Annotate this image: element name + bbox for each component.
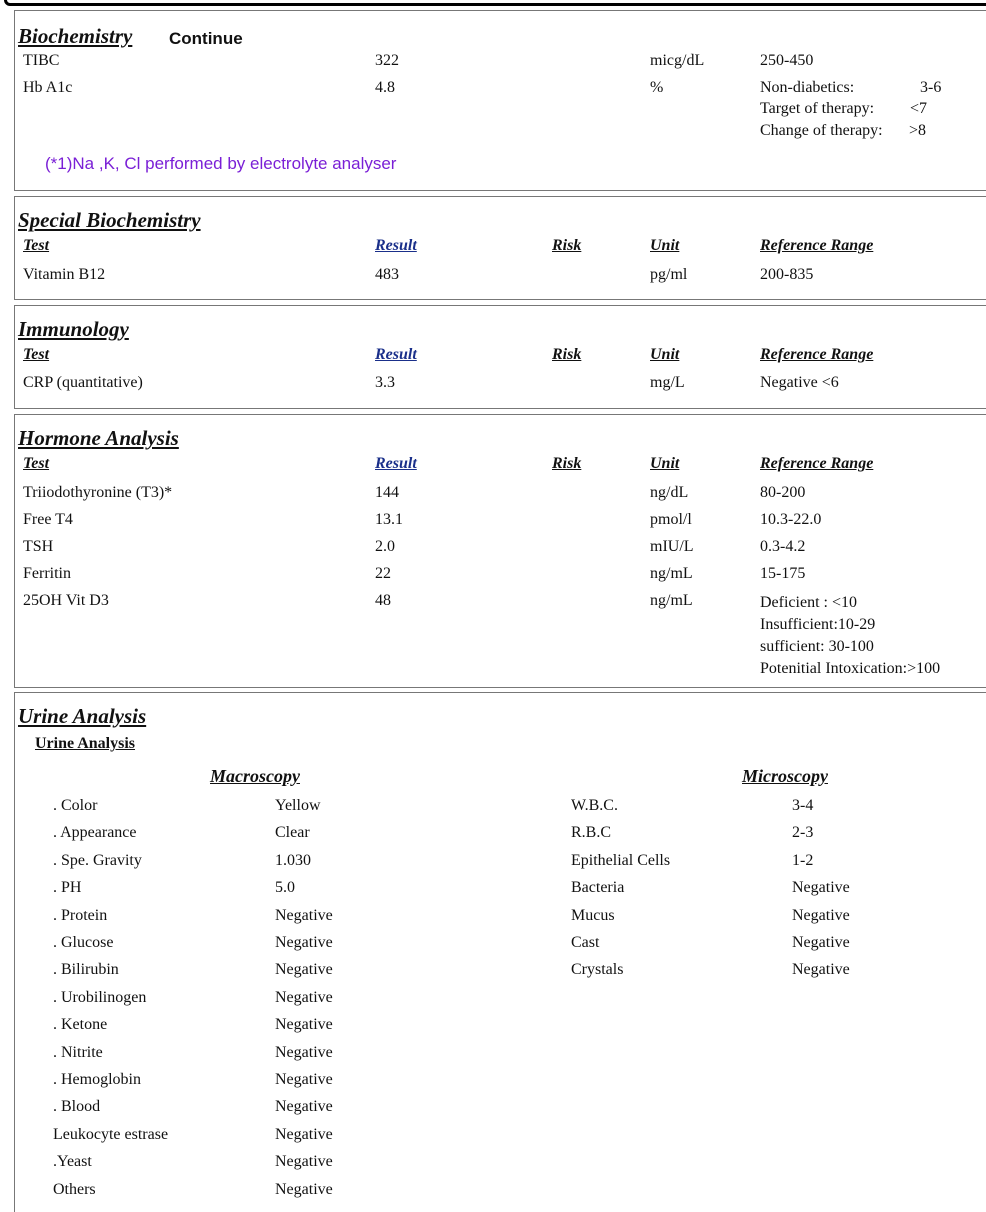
macroscopy-value: Negative xyxy=(275,1153,333,1171)
header-reference: Reference Range xyxy=(760,455,874,472)
immunology-section xyxy=(14,305,986,409)
macroscopy-value: Negative xyxy=(275,988,333,1006)
microscopy-value: Negative xyxy=(792,879,850,897)
test-name: Hb A1c xyxy=(23,79,73,96)
header-risk: Risk xyxy=(552,346,582,363)
test-result: 22 xyxy=(375,565,391,582)
test-unit: % xyxy=(650,79,664,96)
macroscopy-value: Negative xyxy=(275,1071,333,1088)
test-reference: 250-450 xyxy=(760,52,814,69)
macroscopy-value: Yellow xyxy=(275,797,321,814)
test-reference: 15-175 xyxy=(760,565,806,582)
reference-value: 3-6 xyxy=(920,79,942,96)
reference-line: Deficient : <10 xyxy=(760,594,857,611)
reference-label: Non-diabetics: xyxy=(760,79,855,96)
microscopy-label: W.B.C. xyxy=(571,797,618,814)
test-unit: mg/L xyxy=(650,374,685,391)
test-unit: micg/dL xyxy=(650,52,705,69)
test-name: Vitamin B12 xyxy=(23,266,106,283)
microscopy-label: Crystals xyxy=(571,961,624,979)
microscopy-label: Mucus xyxy=(571,906,615,924)
section-title: Hormone Analysis xyxy=(18,426,179,450)
reference-line: Insufficient:10-29 xyxy=(760,616,876,633)
hormone-analysis-section xyxy=(14,414,986,688)
macroscopy-value: Negative xyxy=(275,1043,333,1061)
test-result: 322 xyxy=(375,52,399,69)
section-title-suffix: Continue xyxy=(169,29,243,48)
test-unit: pg/ml xyxy=(650,266,688,283)
test-reference: 200-835 xyxy=(760,266,814,283)
microscopy-value: 1-2 xyxy=(792,851,814,869)
microscopy-value: 2-3 xyxy=(792,824,814,842)
test-result: 4.8 xyxy=(375,79,395,96)
header-risk: Risk xyxy=(552,455,582,472)
reference-line: Potenitial Intoxication:>100 xyxy=(760,660,941,677)
microscopy-value: Negative xyxy=(792,934,850,951)
macroscopy-label: . Glucose xyxy=(53,934,114,951)
urine-subtitle: Urine Analysis xyxy=(35,735,136,752)
microscopy-value: Negative xyxy=(792,906,850,924)
test-name: Triiodothyronine (T3)* xyxy=(23,484,173,501)
header-result: Result xyxy=(375,346,417,363)
header-test: Test xyxy=(23,237,50,254)
test-result: 483 xyxy=(375,266,399,283)
macroscopy-value: Negative xyxy=(275,934,333,951)
macroscopy-label: . Hemoglobin xyxy=(53,1071,141,1088)
macroscopy-value: 1.030 xyxy=(275,851,311,869)
section-title: Urine Analysis xyxy=(18,704,147,728)
macroscopy-label: . Appearance xyxy=(53,824,137,842)
test-name: TIBC xyxy=(23,52,60,69)
special-biochemistry-section xyxy=(14,196,986,300)
urine-analysis-section xyxy=(14,692,986,1212)
microscopy-heading: Microscopy xyxy=(742,766,828,786)
macroscopy-label: Others xyxy=(53,1180,96,1198)
test-unit: ng/mL xyxy=(650,565,693,582)
header-unit: Unit xyxy=(650,237,680,254)
macroscopy-label: .Yeast xyxy=(53,1153,92,1171)
test-result: 2.0 xyxy=(375,538,395,555)
top-border xyxy=(4,0,986,6)
electrolyte-note: (*1)Na ,K, Cl performed by electrolyte analyser xyxy=(45,154,397,173)
test-name: 25OH Vit D3 xyxy=(23,592,109,609)
macroscopy-label: . Bilirubin xyxy=(53,961,119,979)
reference-line: sufficient: 30-100 xyxy=(760,638,874,655)
reference-value: >8 xyxy=(909,122,927,139)
microscopy-label: R.B.C xyxy=(571,824,612,842)
macroscopy-label: . Ketone xyxy=(53,1016,108,1034)
reference-label: Target of therapy: xyxy=(760,100,875,117)
macroscopy-label: . Protein xyxy=(53,906,108,924)
header-reference: Reference Range xyxy=(760,346,874,363)
macroscopy-value: Negative xyxy=(275,961,333,979)
test-reference: Negative <6 xyxy=(760,374,839,391)
microscopy-label: Cast xyxy=(571,934,600,951)
test-unit: pmol/l xyxy=(650,511,692,528)
test-reference: 80-200 xyxy=(760,484,806,501)
macroscopy-label: . PH xyxy=(53,879,82,897)
header-test: Test xyxy=(23,346,50,363)
header-risk: Risk xyxy=(552,237,582,254)
biochemistry-section xyxy=(14,10,986,191)
macroscopy-label: . Urobilinogen xyxy=(53,988,147,1006)
header-reference: Reference Range xyxy=(760,237,874,254)
macroscopy-label: Leukocyte estrase xyxy=(53,1125,169,1143)
test-reference-multiline xyxy=(760,592,940,680)
header-unit: Unit xyxy=(650,346,680,363)
test-unit: mIU/L xyxy=(650,538,694,555)
test-name: CRP (quantitative) xyxy=(23,374,143,391)
test-result: 13.1 xyxy=(375,511,403,528)
macroscopy-label: . Spe. Gravity xyxy=(53,851,142,869)
section-title: Immunology xyxy=(18,317,129,341)
header-test: Test xyxy=(23,455,50,472)
test-name: Free T4 xyxy=(23,511,73,528)
test-reference: 10.3-22.0 xyxy=(760,511,822,528)
macroscopy-value: Negative xyxy=(275,1180,333,1198)
macroscopy-value: 5.0 xyxy=(275,879,295,897)
macroscopy-label: . Blood xyxy=(53,1098,101,1116)
header-result: Result xyxy=(375,455,417,472)
header-result: Result xyxy=(375,237,417,254)
microscopy-label: Epithelial Cells xyxy=(571,851,671,869)
header-unit: Unit xyxy=(650,455,680,472)
test-unit: ng/dL xyxy=(650,484,689,501)
macroscopy-value: Negative xyxy=(275,1098,333,1116)
macroscopy-value: Negative xyxy=(275,906,333,924)
test-result: 3.3 xyxy=(375,374,395,391)
macroscopy-label: . Nitrite xyxy=(53,1043,103,1061)
macroscopy-value: Clear xyxy=(275,824,310,842)
test-result: 144 xyxy=(375,484,399,501)
test-unit: ng/mL xyxy=(650,592,693,609)
test-reference: 0.3-4.2 xyxy=(760,538,806,555)
section-title: Biochemistry xyxy=(18,24,133,48)
microscopy-value: Negative xyxy=(792,961,850,979)
macroscopy-value: Negative xyxy=(275,1125,333,1143)
test-name: Ferritin xyxy=(23,565,71,582)
section-title: Special Biochemistry xyxy=(18,208,201,232)
macroscopy-label: . Color xyxy=(53,797,98,814)
macroscopy-heading: Macroscopy xyxy=(210,766,300,786)
macroscopy-value: Negative xyxy=(275,1016,333,1034)
test-name: TSH xyxy=(23,538,54,555)
microscopy-value: 3-4 xyxy=(792,797,814,814)
test-result: 48 xyxy=(375,592,391,609)
reference-value: <7 xyxy=(910,100,928,117)
microscopy-label: Bacteria xyxy=(571,879,625,897)
reference-label: Change of therapy: xyxy=(760,122,883,139)
